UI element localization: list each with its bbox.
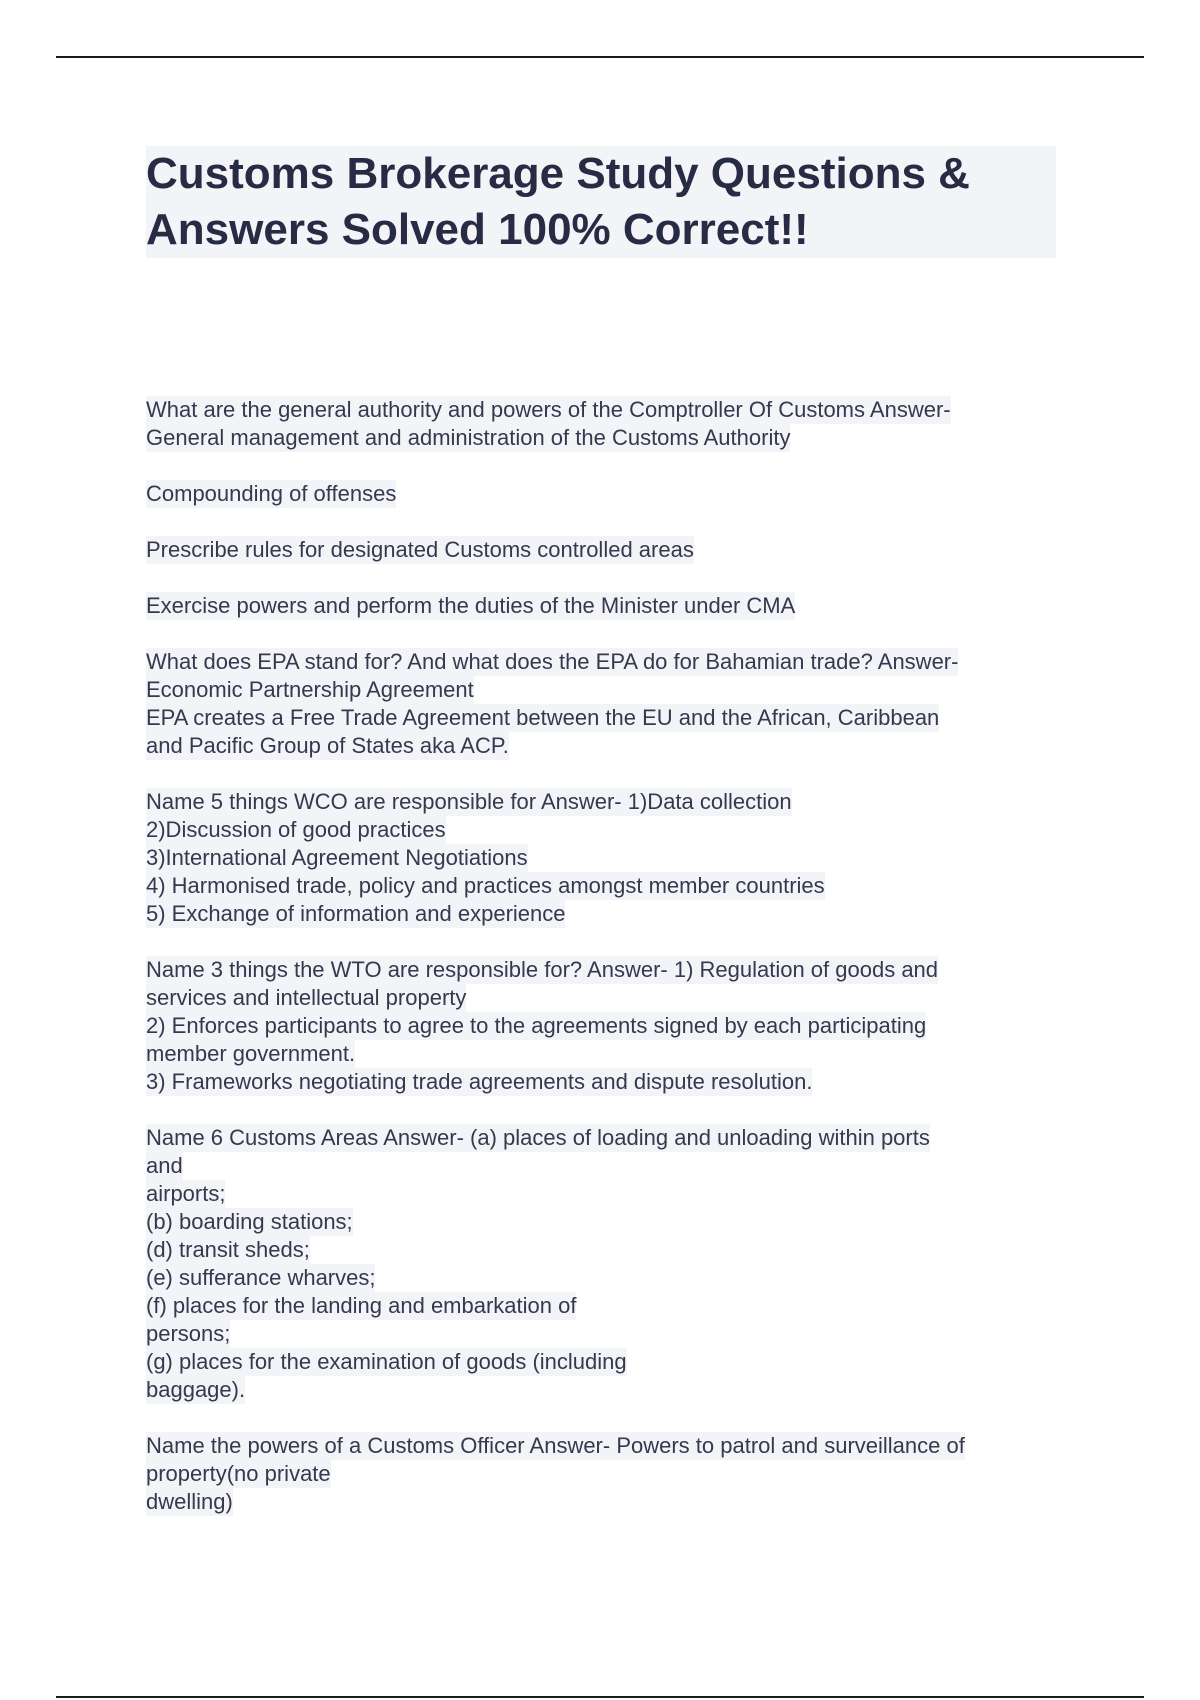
qa-list — [146, 396, 1056, 1516]
text-line: 2) Enforces participants to agree to the agreements signed by each participating — [146, 1013, 927, 1038]
text-line: Name the powers of a Customs Officer Answer- Powers to patrol and surveillance of — [146, 1433, 965, 1458]
qa-block-wco — [146, 788, 1056, 928]
text-line: 3)International Agreement Negotiations — [146, 845, 528, 870]
text-line: and Pacific Group of States aka ACP. — [146, 733, 509, 758]
text-line: and — [146, 1153, 183, 1178]
qa-block-prescribe-rules — [146, 536, 1056, 564]
text-line: airports; — [146, 1181, 226, 1206]
document-body — [146, 146, 1056, 1544]
text-line: 4) Harmonised trade, policy and practices amongst member countries — [146, 873, 825, 898]
document-title — [146, 146, 1056, 258]
text-line: dwelling) — [146, 1489, 233, 1514]
text-line: services and intellectual property — [146, 985, 467, 1010]
footer-rule — [56, 1696, 1144, 1698]
text-line: EPA creates a Free Trade Agreement between the EU and the African, Caribbean — [146, 705, 940, 730]
text-line: member government. — [146, 1041, 356, 1066]
title-line-2: Answers Solved 100% Correct!! — [146, 205, 809, 254]
text-line: Name 5 things WCO are responsible for Answer- 1)Data collection — [146, 789, 792, 814]
qa-block-customs-officer — [146, 1432, 1056, 1516]
text-line: property(no private — [146, 1461, 331, 1486]
text-line: Name 3 things the WTO are responsible for? Answer- 1) Regulation of goods and — [146, 957, 939, 982]
text-line: 5) Exchange of information and experience — [146, 901, 566, 926]
text-line: persons; — [146, 1321, 231, 1346]
text-line: (g) places for the examination of goods (including — [146, 1349, 627, 1374]
text-line: What are the general authority and powers of the Comptroller Of Customs Answer- — [146, 397, 951, 422]
text-line: Name 6 Customs Areas Answer- (a) places of loading and unloading within ports — [146, 1125, 930, 1150]
text-line: 2)Discussion of good practices — [146, 817, 446, 842]
text-line: Economic Partnership Agreement — [146, 677, 474, 702]
text-line: (d) transit sheds; — [146, 1237, 310, 1262]
title-line-1: Customs Brokerage Study Questions & — [146, 149, 970, 198]
text-line: General management and administration of the Customs Authority — [146, 425, 791, 450]
text-line: What does EPA stand for? And what does the EPA do for Bahamian trade? Answer- — [146, 649, 959, 674]
text-line: Prescribe rules for designated Customs controlled areas — [146, 537, 694, 562]
qa-block-wto — [146, 956, 1056, 1096]
text-line: 3) Frameworks negotiating trade agreements and dispute resolution. — [146, 1069, 813, 1094]
text-line: (b) boarding stations; — [146, 1209, 353, 1234]
qa-block-comptroller — [146, 396, 1056, 452]
qa-block-epa — [146, 648, 1056, 760]
header-rule — [56, 56, 1144, 58]
text-line: (e) sufferance wharves; — [146, 1265, 376, 1290]
qa-block-customs-areas — [146, 1124, 1056, 1404]
text-line: (f) places for the landing and embarkation of — [146, 1293, 577, 1318]
text-line: Exercise powers and perform the duties of the Minister under CMA — [146, 593, 796, 618]
text-line: Compounding of offenses — [146, 481, 397, 506]
text-line: baggage). — [146, 1377, 246, 1402]
qa-block-exercise-powers — [146, 592, 1056, 620]
qa-block-compounding — [146, 480, 1056, 508]
